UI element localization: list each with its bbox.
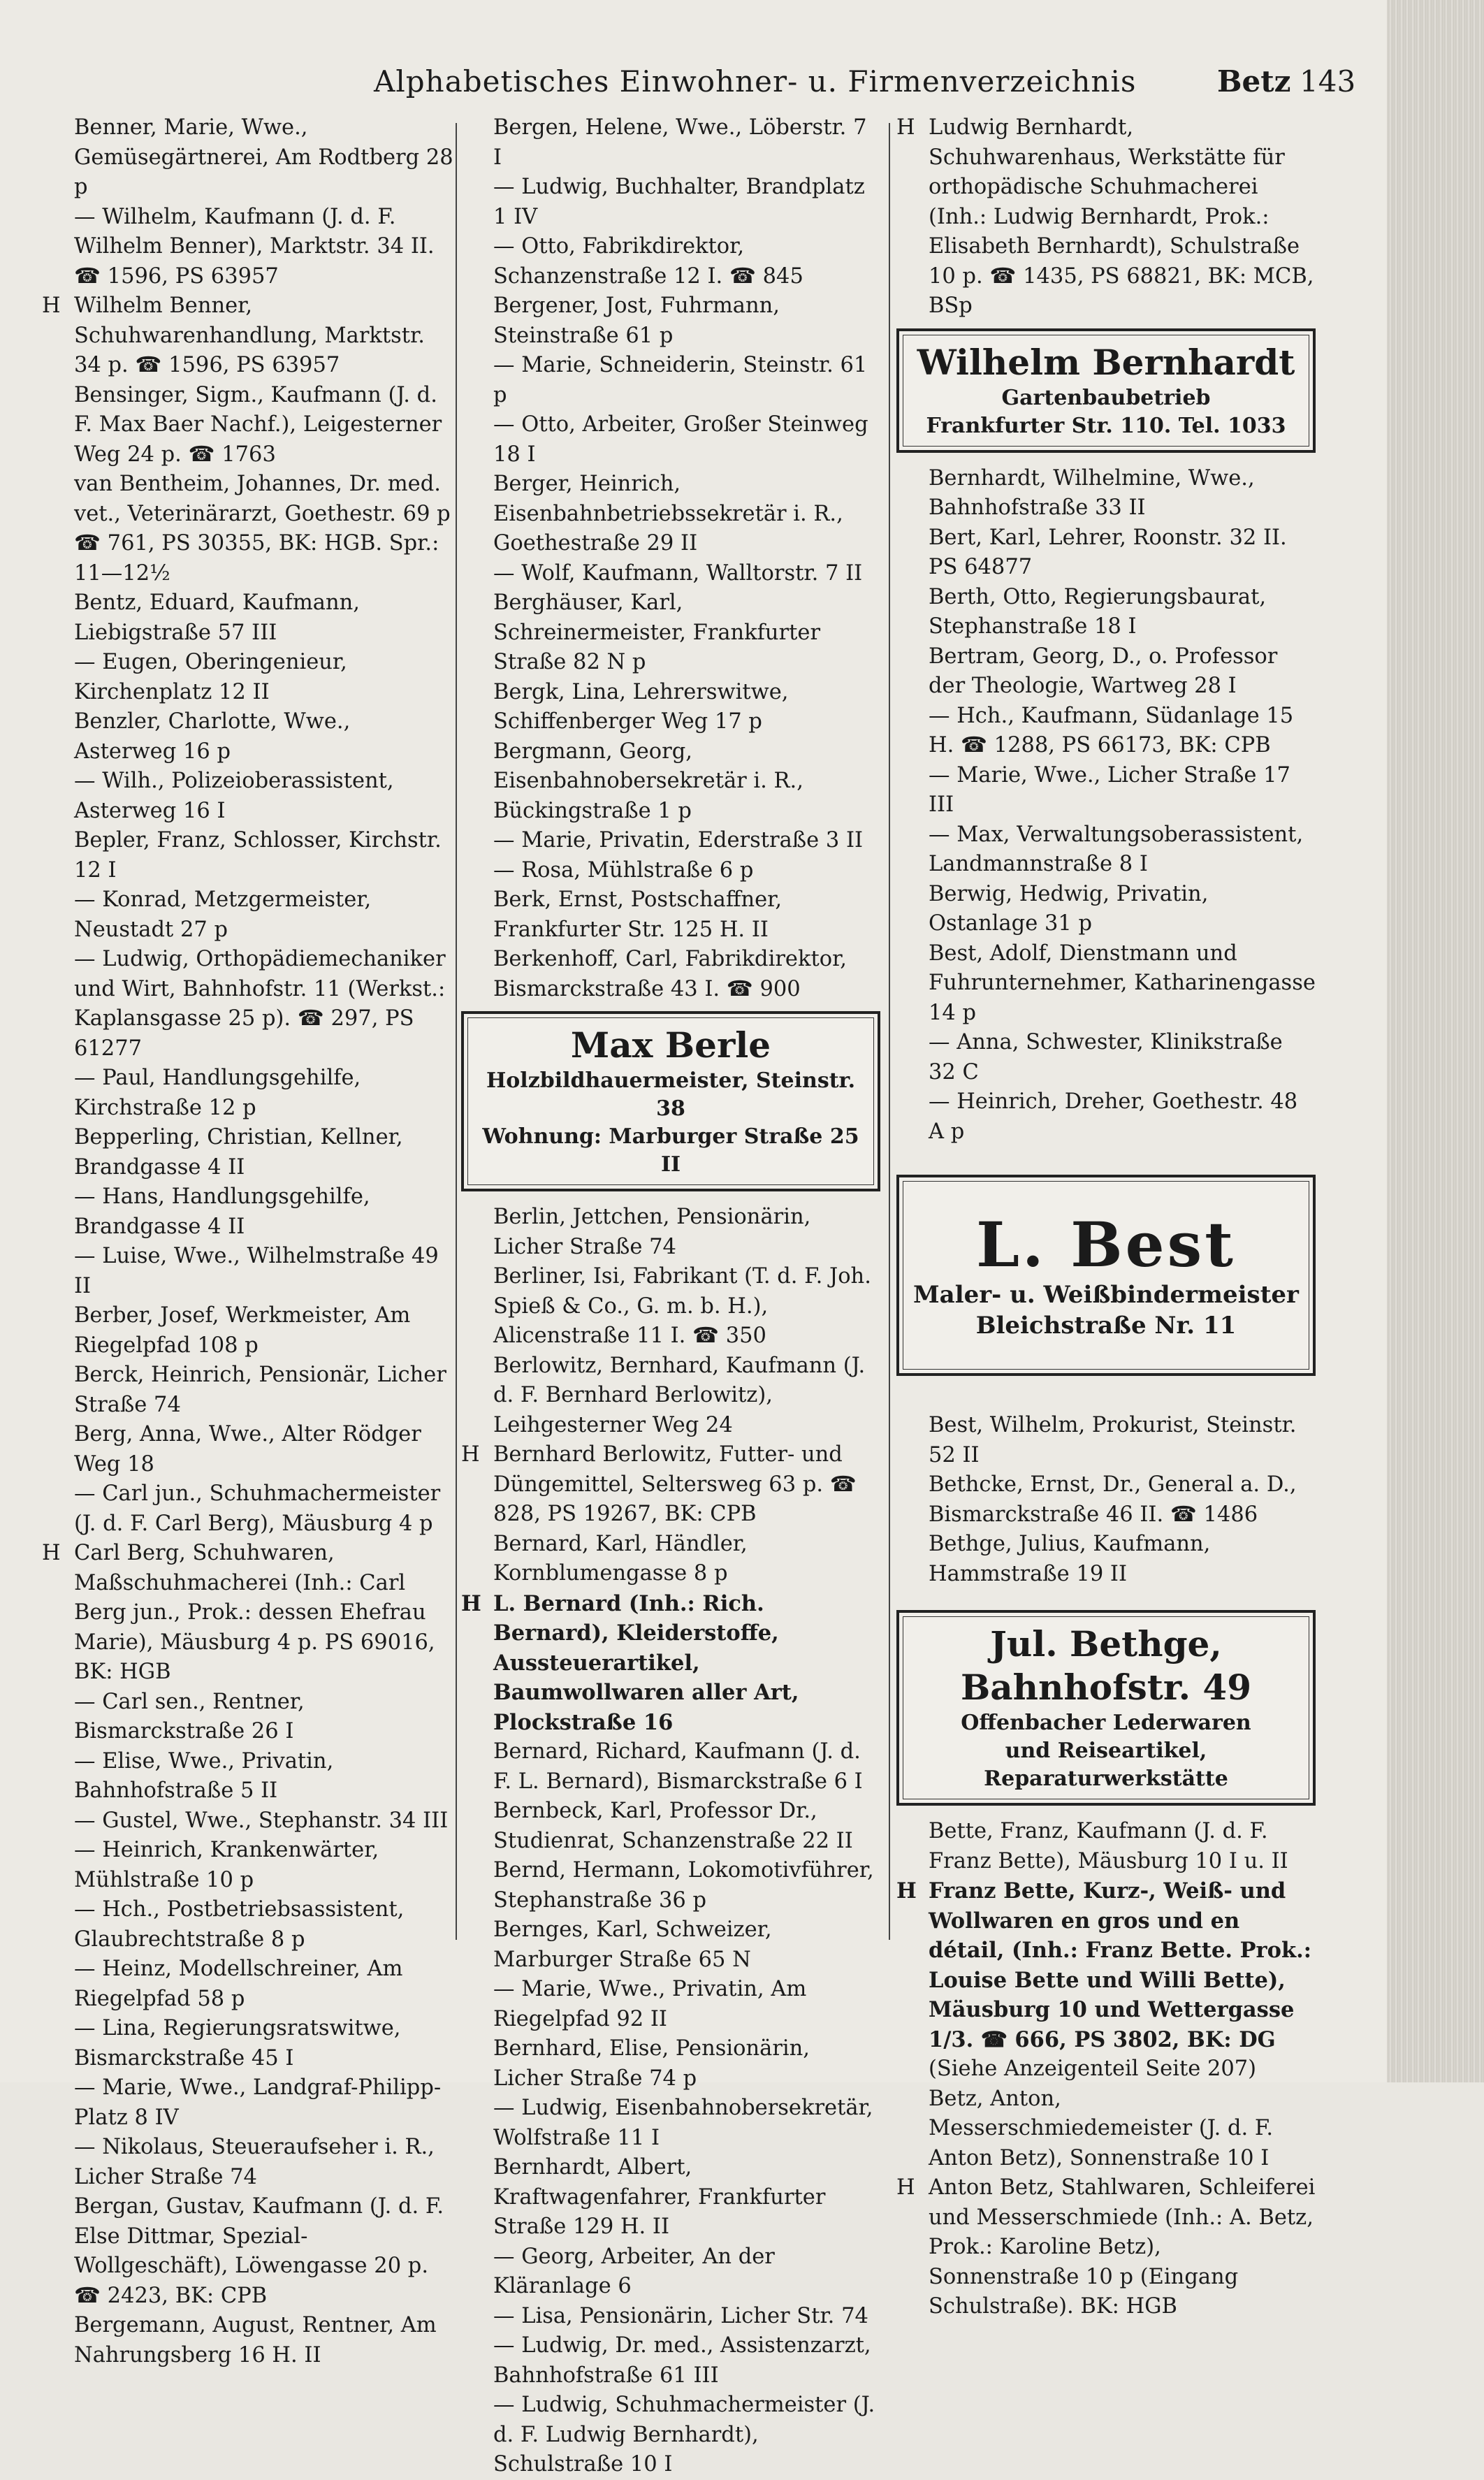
- entry-text: — Lisa, Pensionärin, Licher Str. 74: [493, 2303, 868, 2328]
- entry-mark: H: [461, 1590, 481, 1616]
- directory-entry: [42, 1420, 454, 1479]
- column-divider: [456, 123, 457, 1940]
- entry-text: — Hch., Kaufmann, Südanlage 15 H. ☎ 1288, PS 66173, BK: CPB: [929, 703, 1294, 757]
- entry-text: L. Bernard (Inh.: Rich. Bernard), Kleiderstoffe, Aussteuerartikel, Baumwollwaren aller Art, Plockstraße 16: [493, 1590, 799, 1735]
- directory-entry: [42, 1242, 454, 1301]
- column-middle: [461, 113, 880, 2480]
- entry-text: Bernhard Berlowitz, Futter- und Düngemittel, Seltersweg 63 p. ☎ 828, PS 19267, BK: CPB: [493, 1442, 857, 1526]
- entry-text: van Bentheim, Johannes, Dr. med. vet., Veterinärarzt, Goethestr. 69 p ☎ 761, PS 30355, BK: HGB. Spr.: 11—12½: [74, 472, 451, 586]
- directory-entry: [42, 945, 454, 1064]
- entry-text: — Gustel, Wwe., Stephanstr. 34 III: [74, 1808, 449, 1833]
- directory-entry: [42, 1955, 454, 2014]
- directory-entry: [42, 826, 454, 885]
- directory-entry: [461, 2034, 880, 2094]
- directory-entry: [42, 1182, 454, 1242]
- entry-text: — Heinrich, Krankenwärter, Mühlstraße 10 p: [74, 1838, 379, 1892]
- directory-entry: [42, 2311, 454, 2370]
- entry-text: — Wolf, Kaufmann, Walltorstr. 7 II: [493, 560, 863, 586]
- directory-entry: [461, 1797, 880, 1856]
- entry-text: Bernbeck, Karl, Professor Dr., Studienrat, Schanzenstraße 22 II: [493, 1799, 853, 1853]
- directory-entry: [42, 1361, 454, 1420]
- entry-text: — Wilhelm, Kaufmann (J. d. F. Wilhelm Benner), Marktstr. 34 II. ☎ 1596, PS 63957: [74, 204, 435, 289]
- directory-entry: [461, 410, 880, 470]
- entry-text: — Ludwig, Dr. med., Assistenzarzt, Bahnhofstraße 61 III: [493, 2333, 871, 2388]
- entry-text: Best, Wilhelm, Prokurist, Steinstr. 52 II: [929, 1413, 1297, 1467]
- entry-text: Bensinger, Sigm., Kaufmann (J. d. F. Max Baer Nachf.), Leigesterner Weg 24 p. ☎ 1763: [74, 382, 442, 467]
- entry-mark: H: [896, 2175, 915, 2200]
- entry-mark: H: [896, 115, 915, 140]
- directory-entry: [461, 1737, 880, 1797]
- directory-entry: [42, 2133, 454, 2192]
- column-divider: [889, 123, 890, 1940]
- entry-text: (Siehe Anzeigenteil Seite 207): [929, 2057, 1257, 2081]
- advertisement-berle: [461, 1011, 880, 1191]
- directory-entry: [42, 707, 454, 767]
- entry-text: — Luise, Wwe., Wilhelmstraße 49 II: [74, 1244, 439, 1298]
- entry-text: Bernd, Hermann, Lokomotivführer, Stephanstraße 36 p: [493, 1858, 874, 1913]
- entry-text: Berkenhoff, Carl, Fabrikdirektor, Bismarckstraße 43 I. ☎ 900: [493, 947, 847, 1001]
- directory-entry: [896, 2173, 1316, 2322]
- entry-text: — Paul, Handlungsgehilfe, Kirchstraße 12 p: [74, 1066, 361, 1120]
- entry-text: — Marie, Privatin, Ederstraße 3 II: [493, 828, 864, 853]
- entry-text: Carl Berg, Schuhwaren, Maßschuhmacherei (Inh.: Carl Berg jun., Prok.: dessen Ehefrau Marie), Mäusburg 4 p. PS 69016, BK: HGB: [74, 1541, 435, 1684]
- entry-text: Betz, Anton, Messerschmiedemeister (J. d. F. Anton Betz), Sonnenstraße 10 I: [929, 2086, 1274, 2170]
- entry-text: Berliner, Isi, Fabrikant (T. d. F. Joh. Spieß & Co., G. m. b. H.), Alicenstraße 11 I. ☎ 350: [493, 1264, 871, 1348]
- ad-line: Bleichstraße Nr. 11: [975, 1312, 1237, 1340]
- directory-entry: [42, 203, 454, 292]
- column-right: [896, 113, 1316, 2322]
- entry-text: Berck, Heinrich, Pensionär, Licher Straße 74: [74, 1363, 446, 1417]
- directory-entry: [461, 945, 880, 1004]
- entry-text: Bergener, Jost, Fuhrmann, Steinstraße 61 p: [493, 293, 780, 348]
- entry-text: Berlin, Jettchen, Pensionärin, Licher Straße 74: [493, 1205, 811, 1259]
- entry-text: Wilhelm Benner, Schuhwarenhandlung, Marktstr. 34 p. ☎ 1596, PS 63957: [74, 293, 425, 377]
- directory-entry: [461, 826, 880, 856]
- directory-entry: [461, 2094, 880, 2153]
- ad-line: Maler- u. Weißbindermeister: [913, 1281, 1299, 1309]
- directory-entry: [461, 2391, 880, 2480]
- directory-entry: [461, 1915, 880, 1975]
- ad-line: Wohnung: Marburger Straße 25 II: [482, 1124, 859, 1177]
- entry-text: Ludwig Bernhardt, Schuhwarenhaus, Werkstätte für orthopädische Schuhmacherei (Inh.: Ludwig Bernhardt, Prok.: Elisabeth Bernhardt), Schulstraße 10 p. ☎ 1435, PS 68821, BK: MCB, BSp: [929, 115, 1314, 318]
- directory-entry: [461, 113, 880, 173]
- ad-line: und Reiseartikel, Reparaturwerkstätte: [984, 1739, 1228, 1791]
- entry-text: Berber, Josef, Werkmeister, Am Riegelpfad 108 p: [74, 1303, 411, 1358]
- entry-text: Bergk, Lina, Lehrerswitwe, Schiffenberger Weg 17 p: [493, 679, 789, 734]
- directory-entry: [896, 113, 1316, 321]
- advertisement-bernhardt: [896, 328, 1316, 453]
- entry-text: Bethge, Julius, Kaufmann, Hammstraße 19 II: [929, 1532, 1211, 1586]
- entry-text: — Lina, Regierungsratswitwe, Bismarckstraße 45 I: [74, 2016, 401, 2071]
- ad-line: Offenbacher Lederwaren: [961, 1711, 1251, 1735]
- directory-entry: [896, 880, 1316, 939]
- entry-text: Best, Adolf, Dienstmann und Fuhrunternehmer, Katharinengasse 14 p: [929, 941, 1316, 1025]
- entry-text: — Marie, Wwe., Licher Straße 17 III: [929, 762, 1290, 817]
- directory-entry: [896, 939, 1316, 1029]
- entry-text: Bernges, Karl, Schweizer, Marburger Straße 65 N: [493, 1917, 772, 1972]
- ad-name: Wilhelm Bernhardt: [917, 341, 1295, 383]
- directory-entry: [461, 232, 880, 291]
- directory-entry: [42, 1479, 454, 1539]
- entry-bold: [461, 1589, 880, 1738]
- directory-entry: [896, 761, 1316, 820]
- entry-text: Bepler, Franz, Schlosser, Kirchstr. 12 I: [74, 828, 442, 883]
- entry-bold: [896, 1876, 1316, 2054]
- directory-entry: [42, 1747, 454, 1806]
- entry-text: — Georg, Arbeiter, An der Kläranlage 6: [493, 2244, 775, 2298]
- entry-text: — Heinz, Modellschreiner, Am Riegelpfad 58 p: [74, 1957, 403, 2011]
- entry-mark: H: [896, 1878, 917, 1903]
- directory-entry: [42, 648, 454, 707]
- directory-entry: [896, 1087, 1316, 1147]
- directory-entry: [896, 464, 1316, 523]
- directory-entry: [896, 2084, 1316, 2174]
- entry-text: — Ludwig, Eisenbahnobersekretär, Wolfstraße 11 I: [493, 2096, 873, 2150]
- entry-text: — Elise, Wwe., Privatin, Bahnhofstraße 5 II: [74, 1748, 334, 1803]
- entry-text: Berlowitz, Bernhard, Kaufmann (J. d. F. Bernhard Berlowitz), Leihgesterner Weg 24: [493, 1353, 866, 1437]
- directory-entry: [896, 523, 1316, 583]
- ad-name: L. Best: [976, 1208, 1236, 1281]
- entry-text: Benzler, Charlotte, Wwe., Asterweg 16 p: [74, 709, 351, 764]
- ad-name: Jul. Bethge, Bahnhofstr. 49: [961, 1623, 1251, 1708]
- directory-entry: [461, 885, 880, 945]
- advertisement-bethge: [896, 1610, 1316, 1806]
- directory-entry: [461, 678, 880, 737]
- ad-line: Holzbildhauermeister, Steinstr. 38: [486, 1068, 856, 1121]
- page-number: 143: [1300, 64, 1356, 99]
- page-header: [56, 64, 1356, 106]
- entry-text: Bergmann, Georg, Eisenbahnobersekretär i. R., Bückingstraße 1 p: [493, 739, 803, 823]
- entry-text: Bepperling, Christian, Kellner, Brandgasse 4 II: [74, 1125, 403, 1180]
- directory-entry: [461, 2242, 880, 2302]
- entry-text: Bette, Franz, Kaufmann (J. d. F. Franz Bette), Mäusburg 10 I u. II: [929, 1819, 1288, 1873]
- ad-line: Frankfurter Str. 110. Tel. 1033: [926, 413, 1286, 438]
- entry-mark: H: [461, 1442, 480, 1467]
- directory-entry: [42, 588, 454, 648]
- entry-text: — Hans, Handlungsgehilfe, Brandgasse 4 II: [74, 1184, 370, 1239]
- header-keyword: Betz: [1217, 64, 1291, 99]
- entry-text: Bentz, Eduard, Kaufmann, Liebigstraße 57 III: [74, 590, 360, 645]
- directory-entry: [461, 1203, 880, 1262]
- directory-entry: [896, 1470, 1316, 1530]
- entry-text: — Max, Verwaltungsoberassistent, Landmannstraße 8 I: [929, 822, 1304, 876]
- directory-entry: [461, 1856, 880, 1915]
- directory-entry: [461, 1262, 880, 1351]
- directory-entry: [461, 2153, 880, 2242]
- directory-entry: [42, 1836, 454, 1895]
- advertisement-best: [896, 1175, 1316, 1376]
- directory-entry: [461, 291, 880, 351]
- entry-text: — Carl jun., Schuhmachermeister (J. d. F. Carl Berg), Mäusburg 4 p: [74, 1481, 441, 1536]
- entry-text: — Otto, Arbeiter, Großer Steinweg 18 I: [493, 412, 868, 467]
- directory-entry: [42, 1123, 454, 1182]
- book-page-edge: [1387, 0, 1484, 2082]
- directory-entry: [896, 1411, 1316, 1470]
- entry-text: — Anna, Schwester, Klinikstraße 32 C: [929, 1030, 1283, 1085]
- entry-text: Bernhardt, Wilhelmine, Wwe., Bahnhofstraße 33 II: [929, 465, 1255, 520]
- directory-entry: [461, 737, 880, 827]
- column-left: [42, 113, 454, 2370]
- directory-entry: [461, 1351, 880, 1441]
- entry-text: Berger, Heinrich, Eisenbahnbetriebssekretär i. R., Goethestraße 29 II: [493, 472, 843, 556]
- directory-entry: [42, 1806, 454, 1836]
- directory-entry: [896, 1028, 1316, 1087]
- directory-entry: [896, 2054, 1316, 2084]
- directory-entry: [461, 2331, 880, 2391]
- directory-entry: [42, 1895, 454, 1955]
- directory-entry: [42, 767, 454, 826]
- entry-text: Bernhardt, Albert, Kraftwagenfahrer, Frankfurter Straße 129 H. II: [493, 2155, 826, 2239]
- entry-text: — Marie, Wwe., Privatin, Am Riegelpfad 92 II: [493, 1977, 807, 2031]
- directory-entry: [461, 1440, 880, 1530]
- directory-entry: [461, 856, 880, 886]
- directory-entry: [461, 173, 880, 232]
- directory-entry: [896, 1817, 1316, 1876]
- entry-text: — Otto, Fabrikdirektor, Schanzenstraße 12 I. ☎ 845: [493, 234, 803, 289]
- directory-entry: [461, 470, 880, 559]
- entry-text: — Hch., Postbetriebsassistent, Glaubrechtstraße 8 p: [74, 1897, 405, 1952]
- entry-text: Bergemann, August, Rentner, Am Nahrungsberg 16 H. II: [74, 2313, 437, 2367]
- entry-text: Bergen, Helene, Wwe., Löberstr. 7 I: [493, 115, 867, 170]
- entry-text: Franz Bette, Kurz-, Weiß- und Wollwaren en gros und en détail, (Inh.: Franz Bette. Prok.: Louise Bette und Willi Bette), Mäusburg 10 und Wettergasse 1/3. ☎ 666, PS 3802, BK: DG: [929, 1878, 1311, 2052]
- entry-text: Bernard, Richard, Kaufmann (J. d. F. L. Bernard), Bismarckstraße 6 I: [493, 1739, 863, 1794]
- entry-text: Berwig, Hedwig, Privatin, Ostanlage 31 p: [929, 881, 1209, 936]
- header-title: Alphabetisches Einwohner- u. Firmenverzeichnis: [374, 64, 1137, 99]
- entry-text: — Carl sen., Rentner, Bismarckstraße 26 I: [74, 1689, 305, 1743]
- entry-text: — Ludwig, Buchhalter, Brandplatz 1 IV: [493, 175, 865, 229]
- directory-entry: [896, 820, 1316, 880]
- entry-text: Anton Betz, Stahlwaren, Schleiferei und Messerschmiede (Inh.: A. Betz, Prok.: Karoline Betz), Sonnenstraße 10 p (Eingang Schulstraße). BK: HGB: [929, 2175, 1316, 2319]
- entry-text: Berghäuser, Karl, Schreinermeister, Frankfurter Straße 82 N p: [493, 590, 821, 674]
- directory-entry: [42, 1301, 454, 1361]
- entry-text: Bethcke, Ernst, Dr., General a. D., Bismarckstraße 46 II. ☎ 1486: [929, 1472, 1297, 1527]
- directory-entry: [461, 351, 880, 410]
- entry-text: — Ludwig, Orthopädiemechaniker und Wirt, Bahnhofstr. 11 (Werkst.: Kaplansgasse 25 p). ☎ 297, PS 61277: [74, 947, 446, 1061]
- entry-text: — Ludwig, Schuhmachermeister (J. d. F. Ludwig Bernhardt), Schulstraße 10 I: [493, 2393, 875, 2477]
- entry-text: — Nikolaus, Steueraufseher i. R., Licher Straße 74: [74, 2135, 435, 2189]
- directory-entry: [42, 470, 454, 588]
- entry-mark: H: [42, 293, 61, 318]
- entry-text: Bernard, Karl, Händler, Kornblumengasse 8 p: [493, 1531, 748, 1586]
- entry-text: Bernhard, Elise, Pensionärin, Licher Straße 74 p: [493, 2036, 810, 2091]
- directory-entry: [896, 702, 1316, 761]
- directory-entry: [461, 588, 880, 678]
- entry-text: Bertram, Georg, D., o. Professor der Theologie, Wartweg 28 I: [929, 644, 1278, 698]
- directory-entry: [42, 2014, 454, 2073]
- entry-text: — Wilh., Polizeioberassistent, Asterweg 16 I: [74, 769, 394, 823]
- directory-entry: [42, 2192, 454, 2311]
- directory-entry: [42, 113, 454, 203]
- directory-entry: [42, 885, 454, 945]
- directory-entry: [461, 1530, 880, 1589]
- entry-text: — Eugen, Oberingenieur, Kirchenplatz 12 II: [74, 650, 347, 704]
- directory-entry: [461, 2302, 880, 2332]
- entry-mark: H: [42, 1541, 61, 1565]
- directory-entry: [42, 1688, 454, 1747]
- directory-entry: [42, 381, 454, 470]
- directory-entry: [42, 1064, 454, 1123]
- entry-text: Bert, Karl, Lehrer, Roonstr. 32 II. PS 64877: [929, 525, 1287, 579]
- entry-text: — Heinrich, Dreher, Goethestr. 48 A p: [929, 1089, 1298, 1144]
- entry-text: — Marie, Schneiderin, Steinstr. 61 p: [493, 353, 868, 407]
- directory-entry: [42, 1539, 454, 1688]
- entry-text: Berth, Otto, Regierungsbaurat, Stephanstraße 18 I: [929, 584, 1267, 639]
- directory-entry: [896, 583, 1316, 642]
- entry-text: — Rosa, Mühlstraße 6 p: [493, 857, 754, 883]
- directory-entry: [461, 559, 880, 589]
- entry-text: Berk, Ernst, Postschaffner, Frankfurter Str. 125 H. II: [493, 887, 783, 942]
- entry-text: Berg, Anna, Wwe., Alter Rödger Weg 18: [74, 1422, 421, 1477]
- directory-entry: [896, 642, 1316, 702]
- ad-name: Max Berle: [570, 1024, 771, 1066]
- directory-entry: [896, 1530, 1316, 1589]
- entry-text: Benner, Marie, Wwe., Gemüsegärtnerei, Am Rodtberg 28 p: [74, 115, 453, 199]
- entry-text: — Konrad, Metzgermeister, Neustadt 27 p: [74, 887, 372, 942]
- directory-entry: [42, 291, 454, 381]
- ad-line: Gartenbaubetrieb: [1001, 385, 1211, 410]
- directory-entry: [461, 1975, 880, 2034]
- entry-text: Bergan, Gustav, Kaufmann (J. d. F. Else Dittmar, Spezial-Wollgeschäft), Löwengasse 20 p. ☎ 2423, BK: CPB: [74, 2194, 444, 2308]
- entry-text: — Marie, Wwe., Landgraf-Philipp-Platz 8 IV: [74, 2075, 442, 2130]
